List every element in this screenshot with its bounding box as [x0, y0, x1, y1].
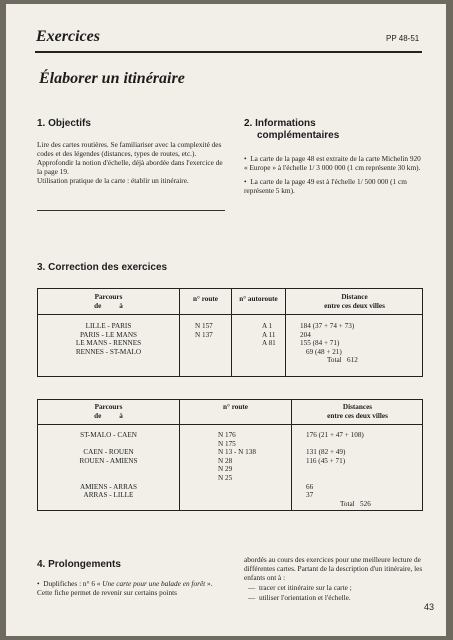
page-reference: PP 48-51 [386, 34, 420, 43]
table-cell: N 175 [218, 439, 236, 448]
table-cell: 176 (21 + 47 + 108) [306, 431, 364, 439]
table1-distance-column [300, 322, 420, 365]
header-text: de à [94, 301, 123, 310]
table-cell [38, 465, 179, 474]
table-cell: ST-MALO - CAEN [80, 431, 137, 439]
table1-header-rule [37, 314, 423, 315]
informations-bullet: • La carte de la page 49 est à l'échelle 1/ 500 000 (1 cm représente 5 km). [244, 177, 422, 195]
table1-header-parcours [38, 293, 179, 310]
table-cell: AMIENS - ARRAS [79, 482, 138, 491]
table-cell: ARRAS - LILLE [83, 491, 134, 500]
table-cell: CAEN - ROUEN [83, 448, 134, 457]
table-cell: 69 (48 + 21) [306, 347, 342, 356]
table-cell: 204 [300, 330, 311, 339]
table-cell: A 11 [262, 330, 276, 339]
header-rule [35, 51, 422, 53]
table2-divider [179, 399, 180, 511]
bullet-prefix: Duplifiches : n° 6 « [43, 579, 103, 588]
table-cell: LE MANS - RENNES [75, 339, 142, 348]
page-number: 43 [424, 602, 435, 612]
prolongements-left-text [37, 579, 229, 597]
table-cell: ROUEN - AMIENS [79, 456, 138, 465]
table-cell: 184 (37 + 74 + 73) [300, 322, 355, 330]
header-title: Exercices [36, 28, 100, 45]
objectifs-text [37, 140, 227, 185]
prolongements-bullet: • Duplifiches : n° 6 « Une carte pour une balade en forêt ». [37, 579, 213, 588]
table1-autoroute-column [262, 322, 286, 348]
header-text: entre ces deux villes [324, 301, 385, 310]
table-cell: A 1 [262, 322, 273, 330]
table-cell: N 28 [218, 456, 233, 465]
table-cell: N 137 [195, 330, 213, 339]
table-cell: N 157 [195, 322, 213, 330]
table-cell: LILLE - PARIS [85, 322, 132, 330]
table1-route-column [195, 322, 231, 339]
objectifs-paragraph: Lire des cartes routières. Se familiariser avec la complexité des codes et des légendes (distances, types de routes, etc.). [37, 140, 222, 158]
table1-total: Total 612 [327, 356, 358, 365]
header-text: Parcours [94, 403, 123, 411]
header-text: Parcours [94, 293, 123, 301]
table-cell: PARIS - LE MANS [79, 330, 138, 339]
table-cell [306, 474, 421, 483]
book-page [6, 4, 446, 636]
table-cell: N 176 [218, 431, 236, 439]
table-cell: 37 [306, 491, 314, 500]
informations-heading-line: 2. Informations [244, 118, 316, 129]
table1-header-route: n° route [193, 295, 218, 303]
main-title: Élaborer un itinéraire [39, 70, 185, 87]
table2-header-distance [292, 403, 423, 420]
table2-header-rule [37, 424, 423, 425]
prolongements-dash-item: — tracer cet itinéraire sur la carte ; [244, 583, 424, 592]
table-cell [306, 465, 421, 474]
correction-heading: 3. Correction des exercices [37, 262, 168, 273]
table2-header-parcours [38, 403, 179, 420]
table-cell: 131 (82 + 49) [306, 448, 346, 457]
table1-header-distance [286, 293, 423, 310]
informations-heading [244, 118, 339, 142]
prolongements-line: Cette fiche permet de revenir sur certains points [37, 588, 178, 597]
header-text: de à [94, 411, 123, 420]
table2-header-route: n° route [223, 403, 248, 411]
table2-distance-column [306, 431, 421, 508]
header-text: Distances [342, 403, 373, 411]
objectifs-paragraph: Utilisation pratique de la carte : établir un itinéraire. [37, 176, 189, 185]
table2-total: Total 526 [340, 499, 371, 508]
section-divider [37, 210, 225, 211]
table-cell: A 81 [262, 339, 276, 348]
bullet-suffix: ». [205, 579, 213, 588]
table-cell [38, 474, 179, 483]
header-text: entre ces deux villes [327, 411, 388, 420]
objectifs-paragraph: Approfondir la notion d'échelle, déjà abordée dans l'exercice de la page 19. [37, 158, 223, 176]
table-cell: 116 (45 + 71) [306, 456, 346, 465]
prolongements-right-text [244, 555, 424, 602]
prolongements-paragraph: abordés au cours des exercices pour une meilleure lecture de différentes cartes. Partant de la description d'un itinéraire, les enfants ont à : [244, 555, 423, 582]
table-cell: RENNES - ST-MALO [75, 347, 142, 356]
duplifiche-title: Une carte pour une balade en forêt [102, 579, 206, 588]
table-cell: 66 [306, 482, 314, 491]
table-cell: N 29 [218, 465, 233, 474]
table1-header-autoroute: n° autoroute [239, 295, 278, 303]
prolongements-heading: 4. Prolongements [37, 559, 121, 570]
header-text: Distance [341, 293, 368, 301]
table-cell: 155 (84 + 71) [300, 339, 340, 348]
informations-text [244, 154, 422, 195]
prolongements-dash-item: — utiliser l'orientation et l'échelle. [244, 593, 424, 602]
informations-bullet: • La carte de la page 48 est extraite de la carte Michelin 920 « Europe » à l'échelle 1/ 3 000 000 (1 cm représente 30 km). [244, 154, 422, 172]
informations-heading-line: complémentaires [257, 130, 340, 141]
table1-parcours-column [38, 322, 179, 356]
table2-parcours-column [38, 431, 179, 500]
objectifs-heading: 1. Objectifs [37, 118, 91, 129]
table-cell [38, 440, 179, 449]
table-cell [306, 440, 421, 449]
table-cell: N 25 [218, 473, 233, 482]
table2-route-column [218, 431, 291, 483]
table-cell: N 13 - N 138 [218, 448, 256, 457]
